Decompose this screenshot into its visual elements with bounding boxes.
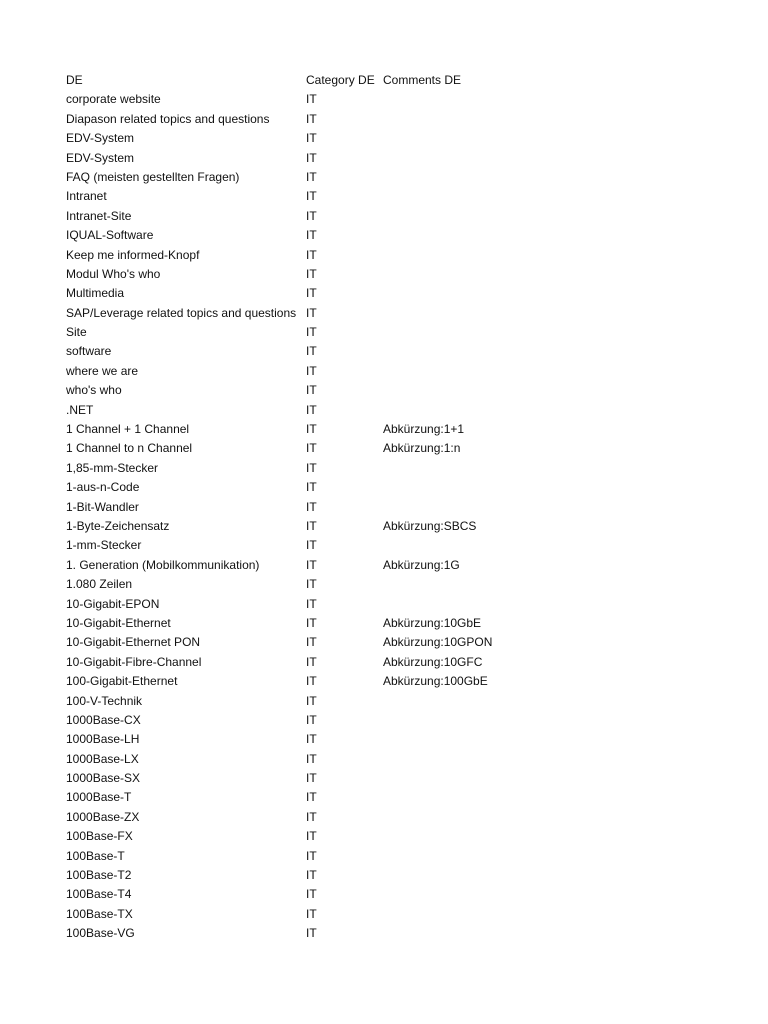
table-row: [66, 90, 746, 109]
category-cell: IT: [306, 518, 317, 533]
table-row: [66, 498, 746, 517]
comment-cell: [383, 788, 683, 807]
term-cell: .NET: [66, 402, 94, 417]
term-cell: 1000Base-SX: [66, 771, 141, 786]
comment-cell: Abkürzung:10GbE: [383, 615, 482, 630]
term-cell: 1.080 Zeilen: [66, 577, 133, 592]
term-cell: 100Base-VG: [66, 926, 135, 941]
header-term: DE: [66, 73, 83, 87]
comment-cell: [383, 168, 683, 187]
table-header: [66, 71, 746, 90]
term-cell: Intranet-Site: [66, 208, 132, 223]
term-cell: 1000Base-CX: [66, 712, 141, 727]
comment-cell: Abkürzung:1G: [383, 557, 460, 572]
term-cell: 100Base-FX: [66, 829, 133, 844]
term-cell: Keep me informed-Knopf: [66, 247, 200, 262]
category-cell: IT: [306, 169, 317, 184]
table-row: [66, 304, 746, 323]
comment-cell: [383, 808, 683, 827]
comment-cell: [383, 323, 683, 342]
term-cell: Site: [66, 325, 87, 340]
category-cell: IT: [306, 751, 317, 766]
category-cell: IT: [306, 887, 317, 902]
category-cell: IT: [306, 654, 317, 669]
category-cell: IT: [306, 286, 317, 301]
table-body: [66, 90, 746, 943]
term-cell: 10-Gigabit-Ethernet PON: [66, 635, 201, 650]
comment-cell: [383, 498, 683, 517]
header-category: Category DE: [306, 73, 375, 87]
category-cell: IT: [306, 228, 317, 243]
term-cell: 100-V-Technik: [66, 693, 143, 708]
category-cell: IT: [306, 460, 317, 475]
comment-cell: [383, 342, 683, 361]
category-cell: IT: [306, 848, 317, 863]
comment-cell: [383, 711, 683, 730]
term-cell: 1000Base-T: [66, 790, 132, 805]
comment-cell: [383, 692, 683, 711]
table-row: [66, 730, 746, 749]
table-row: [66, 711, 746, 730]
category-cell: IT: [306, 790, 317, 805]
term-cell: IQUAL-Software: [66, 228, 154, 243]
term-cell: SAP/Leverage related topics and questions: [66, 305, 297, 320]
table-row: [66, 575, 746, 594]
term-cell: Intranet: [66, 189, 107, 204]
category-cell: IT: [306, 266, 317, 281]
table-row: [66, 905, 746, 924]
table-row: [66, 595, 746, 614]
table-row: [66, 246, 746, 265]
comment-cell: Abkürzung:10GFC: [383, 654, 483, 669]
comment-cell: [383, 595, 683, 614]
term-cell: 100Base-T: [66, 848, 125, 863]
term-cell: software: [66, 344, 112, 359]
term-cell: Diapason related topics and questions: [66, 111, 270, 126]
comment-cell: [383, 924, 683, 943]
table-row: [66, 323, 746, 342]
comment-cell: [383, 149, 683, 168]
comment-cell: Abkürzung:1+1: [383, 422, 465, 437]
category-cell: IT: [306, 809, 317, 824]
table-row: [66, 672, 746, 691]
table-row: [66, 808, 746, 827]
comment-cell: Abkürzung:10GPON: [383, 635, 493, 650]
table-row: [66, 866, 746, 885]
table-row: [66, 207, 746, 226]
table-row: [66, 381, 746, 400]
category-cell: IT: [306, 402, 317, 417]
term-cell: 10-Gigabit-Ethernet: [66, 615, 171, 630]
term-cell: 1-Byte-Zeichensatz: [66, 518, 170, 533]
term-cell: 1. Generation (Mobilkommunikation): [66, 557, 260, 572]
comment-cell: [383, 750, 683, 769]
comment-cell: [383, 304, 683, 323]
comment-cell: [383, 459, 683, 478]
table-row: [66, 284, 746, 303]
table-row: [66, 226, 746, 245]
table-row: [66, 536, 746, 555]
term-cell: EDV-System: [66, 150, 135, 165]
table-row: [66, 342, 746, 361]
term-cell: who's who: [66, 383, 122, 398]
comment-cell: [383, 246, 683, 265]
term-cell: 1000Base-LX: [66, 751, 139, 766]
term-cell: 1-Bit-Wandler: [66, 499, 139, 514]
category-cell: IT: [306, 305, 317, 320]
comment-cell: [383, 401, 683, 420]
table-row: [66, 517, 746, 536]
table-row: [66, 653, 746, 672]
table-row: [66, 614, 746, 633]
comment-cell: [383, 265, 683, 284]
table-row: [66, 149, 746, 168]
term-cell: Modul Who's who: [66, 266, 161, 281]
comment-cell: [383, 362, 683, 381]
table-row: [66, 459, 746, 478]
table-row: [66, 265, 746, 284]
category-cell: IT: [306, 247, 317, 262]
table-row: [66, 847, 746, 866]
category-cell: IT: [306, 674, 317, 689]
term-cell: 1000Base-ZX: [66, 809, 140, 824]
category-cell: IT: [306, 557, 317, 572]
table-row: [66, 401, 746, 420]
comment-cell: [383, 110, 683, 129]
comment-cell: [383, 381, 683, 400]
category-cell: IT: [306, 538, 317, 553]
comment-cell: [383, 730, 683, 749]
comment-cell: [383, 575, 683, 594]
glossary-table: [66, 71, 746, 944]
comment-cell: [383, 187, 683, 206]
term-cell: 100Base-T4: [66, 887, 132, 902]
category-cell: IT: [306, 422, 317, 437]
table-row: [66, 110, 746, 129]
term-cell: corporate website: [66, 92, 161, 107]
table-row: [66, 129, 746, 148]
comment-cell: [383, 226, 683, 245]
table-row: [66, 556, 746, 575]
table-row: [66, 924, 746, 943]
category-cell: IT: [306, 131, 317, 146]
category-cell: IT: [306, 499, 317, 514]
category-cell: IT: [306, 344, 317, 359]
category-cell: IT: [306, 712, 317, 727]
term-cell: 1-mm-Stecker: [66, 538, 142, 553]
table-row: [66, 885, 746, 904]
category-cell: IT: [306, 363, 317, 378]
comment-cell: [383, 827, 683, 846]
table-row: [66, 187, 746, 206]
table-row: [66, 827, 746, 846]
comment-cell: [383, 129, 683, 148]
comment-cell: [383, 536, 683, 555]
table-row: [66, 750, 746, 769]
table-row: [66, 362, 746, 381]
comment-cell: [383, 866, 683, 885]
category-cell: IT: [306, 383, 317, 398]
category-cell: IT: [306, 615, 317, 630]
term-cell: 100Base-TX: [66, 906, 133, 921]
category-cell: IT: [306, 771, 317, 786]
term-cell: where we are: [66, 363, 139, 378]
comment-cell: [383, 284, 683, 303]
term-cell: EDV-System: [66, 131, 135, 146]
category-cell: IT: [306, 693, 317, 708]
table-row: [66, 788, 746, 807]
term-cell: 100Base-T2: [66, 868, 132, 883]
term-cell: 1000Base-LH: [66, 732, 140, 747]
category-cell: IT: [306, 906, 317, 921]
comment-cell: [383, 847, 683, 866]
comment-cell: [383, 207, 683, 226]
table-row: [66, 420, 746, 439]
category-cell: IT: [306, 926, 317, 941]
category-cell: IT: [306, 732, 317, 747]
comment-cell: [383, 885, 683, 904]
term-cell: 1 Channel + 1 Channel: [66, 422, 190, 437]
category-cell: IT: [306, 596, 317, 611]
term-cell: 1-aus-n-Code: [66, 480, 140, 495]
category-cell: IT: [306, 189, 317, 204]
comment-cell: Abkürzung:100GbE: [383, 674, 488, 689]
comment-cell: Abkürzung:SBCS: [383, 518, 477, 533]
category-cell: IT: [306, 325, 317, 340]
category-cell: IT: [306, 635, 317, 650]
category-cell: IT: [306, 150, 317, 165]
category-cell: IT: [306, 577, 317, 592]
category-cell: IT: [306, 480, 317, 495]
category-cell: IT: [306, 441, 317, 456]
category-cell: IT: [306, 208, 317, 223]
comment-cell: [383, 769, 683, 788]
comment-cell: [383, 90, 683, 109]
category-cell: IT: [306, 92, 317, 107]
table-row: [66, 769, 746, 788]
category-cell: IT: [306, 829, 317, 844]
table-row: [66, 478, 746, 497]
comment-cell: [383, 478, 683, 497]
header-comments: Comments DE: [383, 73, 462, 87]
table-row: [66, 692, 746, 711]
table-row: [66, 633, 746, 652]
comment-cell: Abkürzung:1:n: [383, 441, 461, 456]
term-cell: 10-Gigabit-EPON: [66, 596, 160, 611]
category-cell: IT: [306, 111, 317, 126]
term-cell: Multimedia: [66, 286, 125, 301]
term-cell: 100-Gigabit-Ethernet: [66, 674, 178, 689]
table-row: [66, 439, 746, 458]
table-row: [66, 168, 746, 187]
comment-cell: [383, 905, 683, 924]
category-cell: IT: [306, 868, 317, 883]
term-cell: 10-Gigabit-Fibre-Channel: [66, 654, 202, 669]
term-cell: FAQ (meisten gestellten Fragen): [66, 169, 240, 184]
term-cell: 1,85-mm-Stecker: [66, 460, 159, 475]
term-cell: 1 Channel to n Channel: [66, 441, 193, 456]
